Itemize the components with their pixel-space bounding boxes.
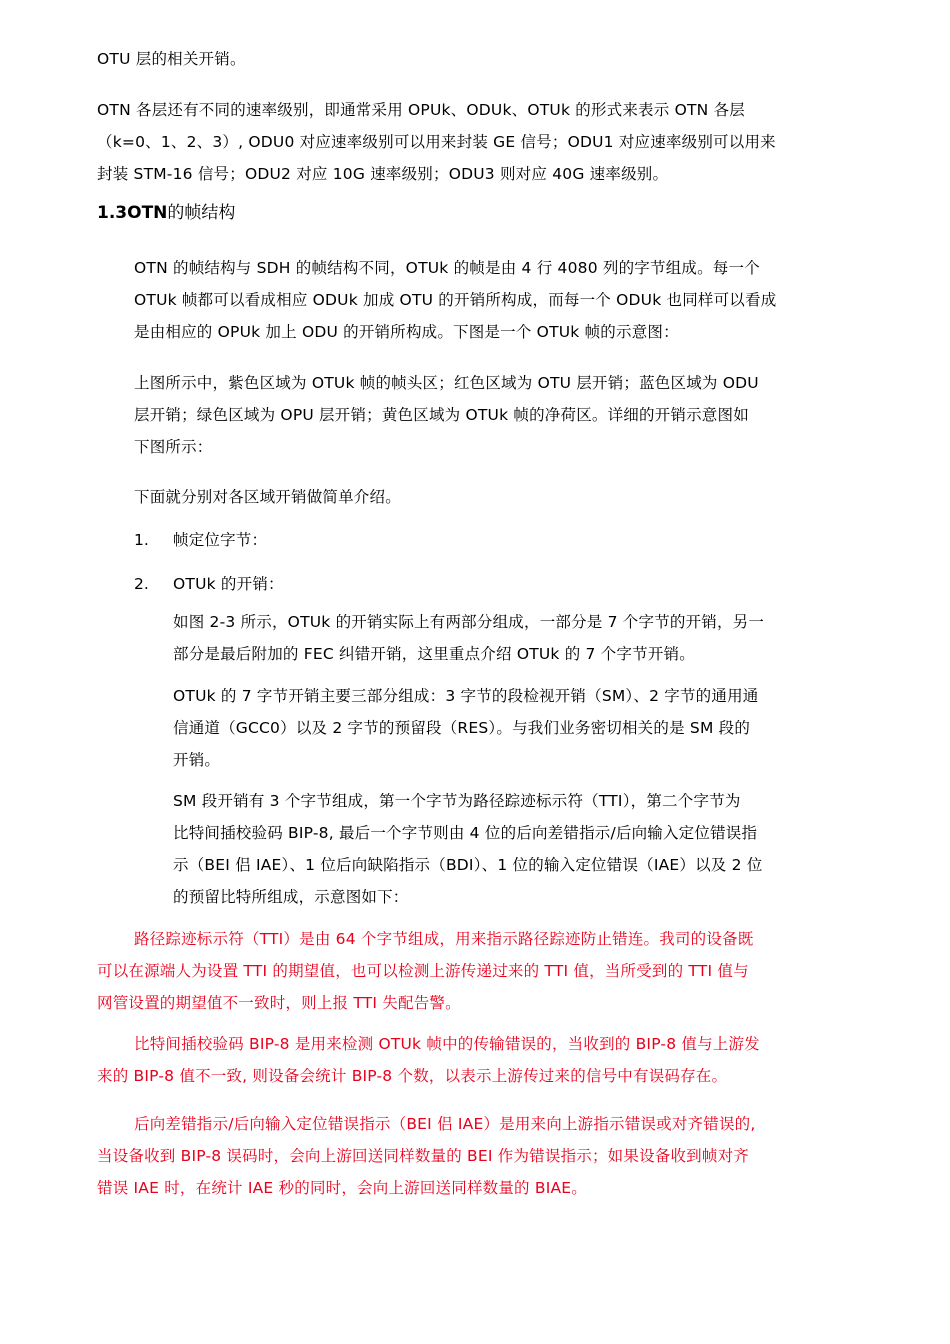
text-line: 是由相应的 OPUk 加上 ODU 的开销所构成。下图是一个 OTUk 帧的示意图：	[134, 323, 679, 341]
text-line: 层开销；绿色区域为 OPU 层开销；黄色区域为 OTUk 帧的净荷区。详细的开销示意图如	[134, 406, 749, 424]
text-line: 上图所示中，紫色区域为 OTUk 帧的帧头区；红色区域为 OTU 层开销；蓝色区域为 ODU	[134, 374, 759, 392]
text-line: 示（BEI 侣 IAE）、1 位后向缺陷指示（BDI）、1 位的输入定位错误（IAE）以及 2 位	[173, 856, 763, 874]
highlight-text-line: 可以在源端人为设置 TTI 的期望值，也可以检测上游传递过来的 TTI 值，当所受到的 TTI 值与	[97, 962, 749, 980]
text-line: （k=0、1、2、3）, ODU0 对应速率级别可以用来封装 GE 信号；ODU1 对应速率级别可以用来	[97, 133, 776, 151]
highlight-text-line: 网管设置的期望值不一致时，则上报 TTI 失配告警。	[97, 994, 461, 1012]
section-heading	[97, 202, 235, 224]
text-line: 如图 2-3 所示，OTUk 的开销实际上有两部分组成，一部分是 7 个字节的开销，另一	[173, 613, 765, 631]
highlight-text-line: 来的 BIP-8 值不一致, 则设备会统计 BIP-8 个数，以表示上游传过来的信号中有误码存在。	[97, 1067, 728, 1085]
text-line: OTUk 帧都可以看成相应 ODUk 加成 OTU 的开销所构成，而每一个 ODUk 也同样可以看成	[134, 291, 777, 309]
text-line: 下图所示：	[134, 438, 213, 456]
highlight-text-line: 后向差错指示/后向输入定位错误指示（BEI 侣 IAE）是用来向上游指示错误或对齐错误的,	[134, 1115, 756, 1133]
text-line: OTN 的帧结构与 SDH 的帧结构不同，OTUk 的帧是由 4 行 4080 列的字节组成。每一个	[134, 259, 760, 277]
text-line: OTN 各层还有不同的速率级别，即通常采用 OPUk、ODUk、OTUk 的形式来表示 OTN 各层	[97, 101, 745, 119]
section-number: 1.3OTN	[97, 203, 168, 223]
list-number: 2.	[134, 575, 149, 593]
text-line: 封装 STM-16 信号；ODU2 对应 10G 速率级别；ODU3 则对应 40G 速率级别。	[97, 165, 669, 183]
text-line: 的预留比特所组成，示意图如下：	[173, 888, 409, 906]
list-item: 帧定位字节：	[173, 531, 268, 549]
section-title: 的帧结构	[167, 203, 236, 223]
text-line: 开销。	[173, 751, 221, 769]
text-line: 部分是最后附加的 FEC 纠错开销，这里重点介绍 OTUk 的 7 个字节开销。	[173, 645, 695, 663]
text-line: OTUk 的 7 字节开销主要三部分组成：3 字节的段检视开销（SM）、2 字节的通用通	[173, 687, 759, 705]
text-line: OTU 层的相关开销。	[97, 50, 246, 68]
highlight-text-line: 错误 IAE 时，在统计 IAE 秒的同时，会向上游回送同样数量的 BIAE。	[97, 1179, 587, 1197]
highlight-text-line: 比特间插校验码 BIP-8 是用来检测 OTUk 帧中的传输错误的，当收到的 BIP-8 值与上游发	[134, 1035, 760, 1053]
text-line: 下面就分别对各区域开销做简单介绍。	[134, 488, 401, 506]
highlight-text-line: 当设备收到 BIP-8 误码时，会向上游回送同样数量的 BEI 作为错误指示；如果设备收到帧对齐	[97, 1147, 749, 1165]
list-item: OTUk 的开销：	[173, 575, 284, 593]
list-number: 1.	[134, 531, 149, 549]
text-line: 信通道（GCC0）以及 2 字节的预留段（RES）。与我们业务密切相关的是 SM 段的	[173, 719, 751, 737]
highlight-text-line: 路径踪迹标示符（TTI）是由 64 个字节组成，用来指示路径踪迹防止错连。我司的设备既	[134, 930, 754, 948]
text-line: 比特间插校验码 BIP-8, 最后一个字节则由 4 位的后向差错指示/后向输入定位错误指	[173, 824, 758, 842]
text-line: SM 段开销有 3 个字节组成，第一个字节为路径踪迹标示符（TTI），第二个字节为	[173, 792, 741, 810]
